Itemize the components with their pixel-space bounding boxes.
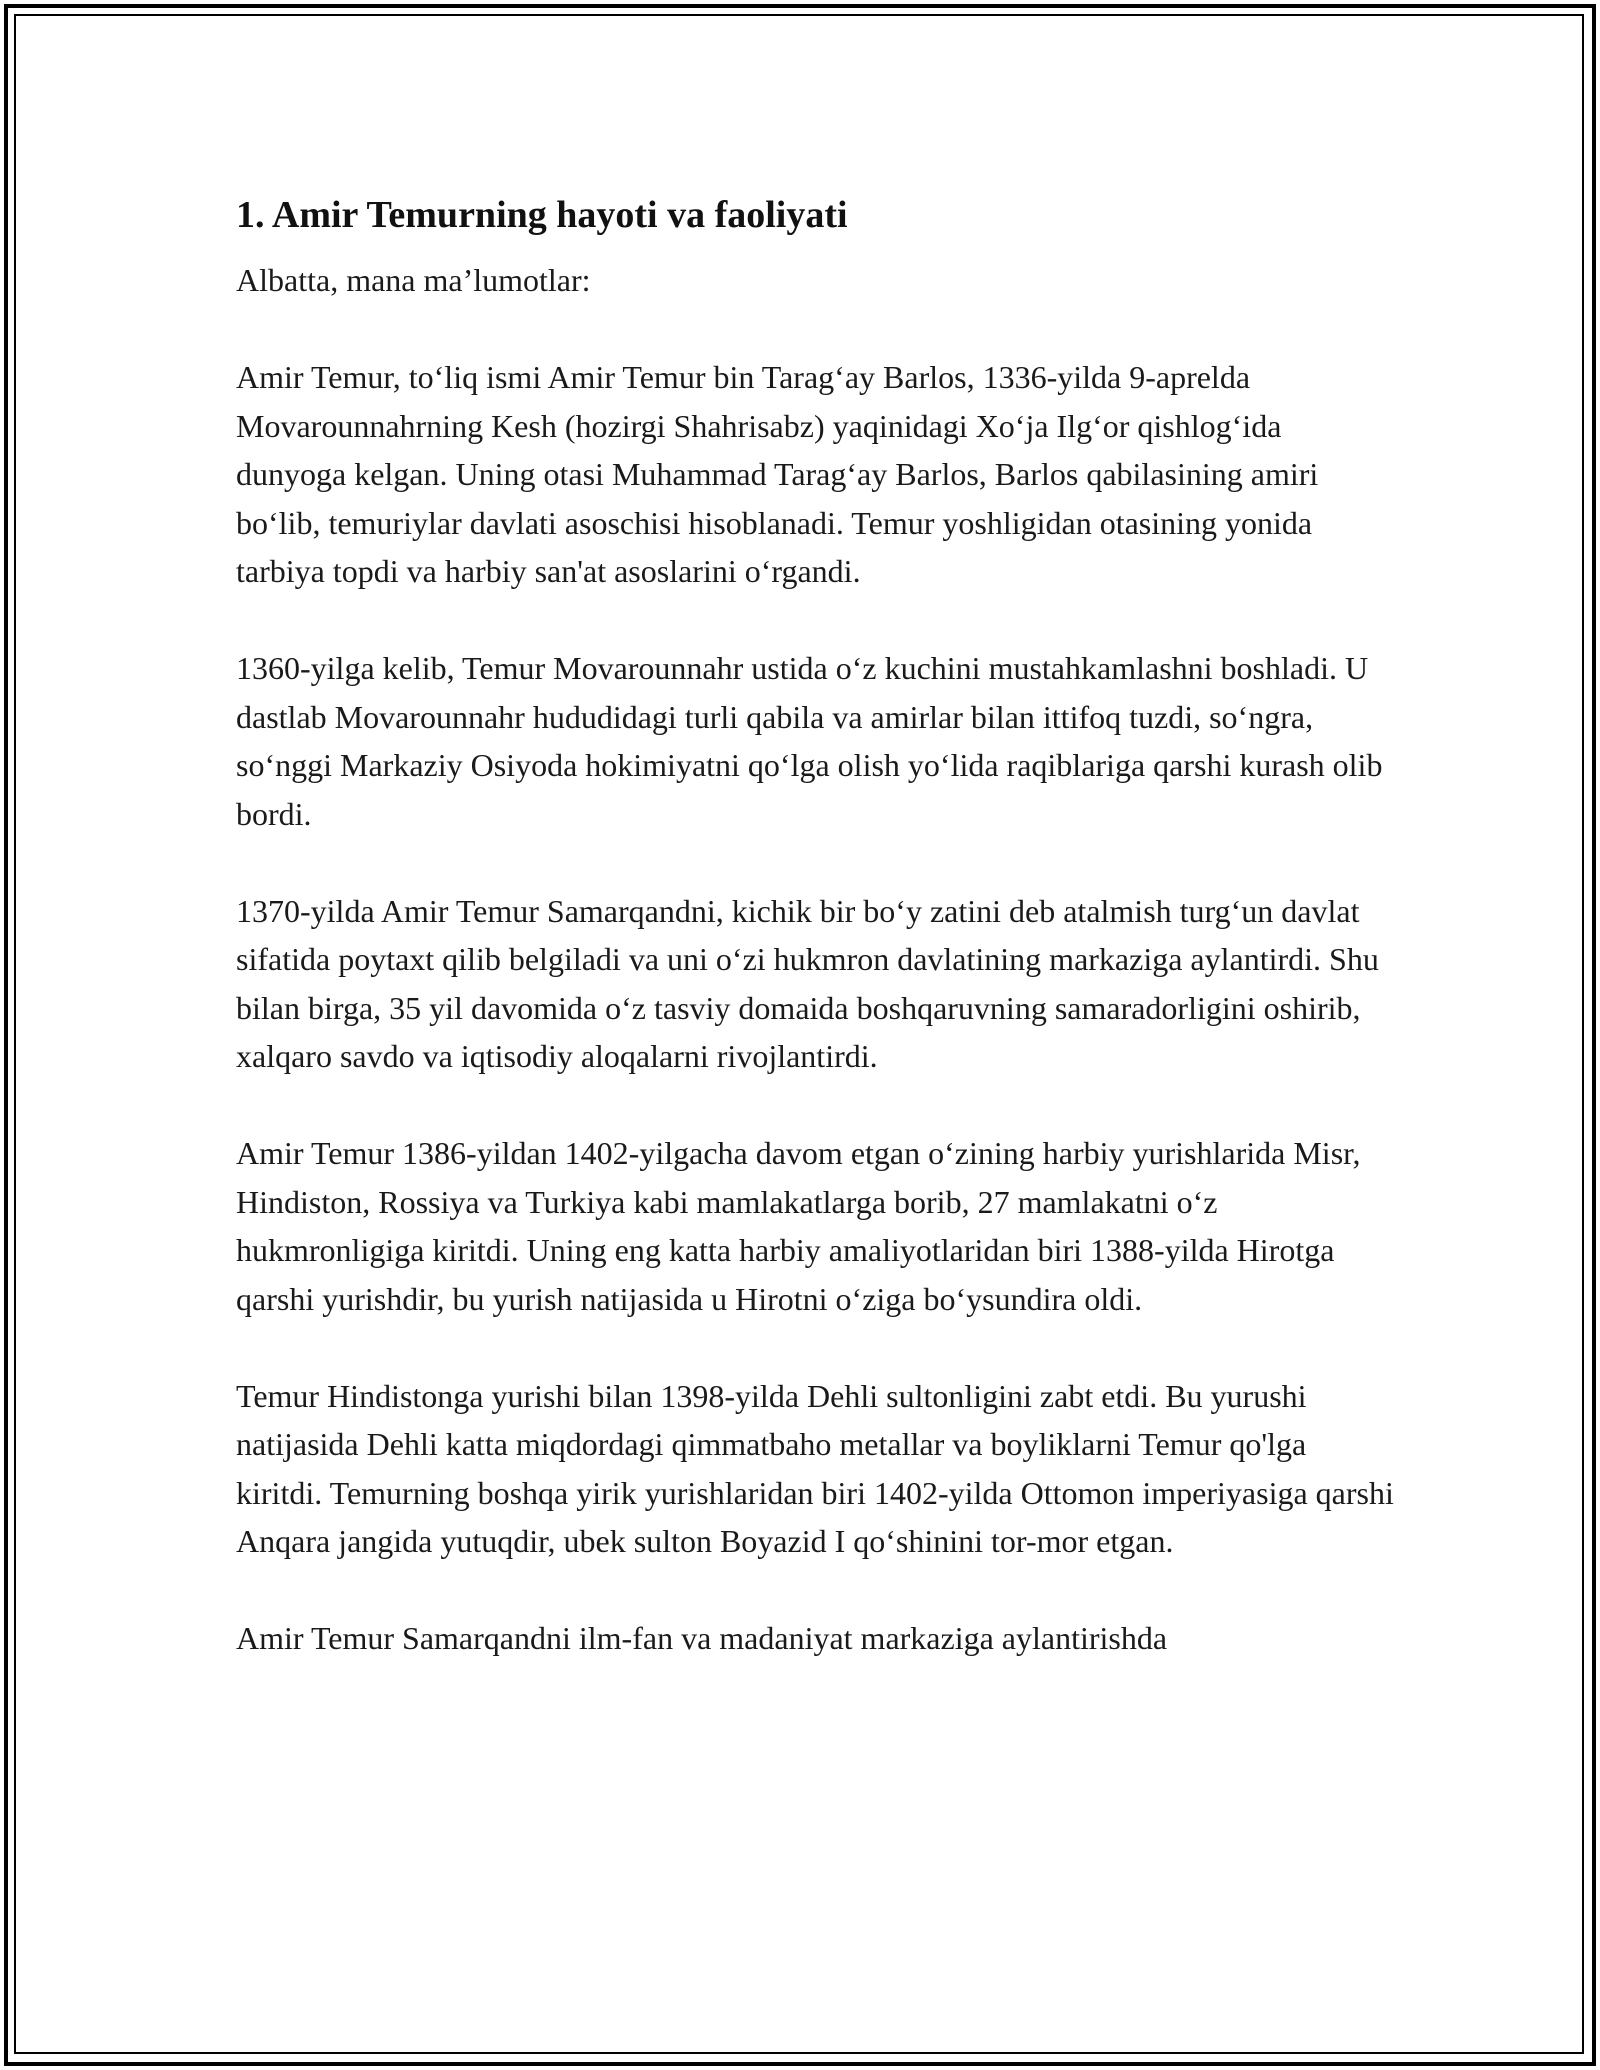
paragraph-campaigns: Amir Temur 1386-yildan 1402-yilgacha davom etgan o‘zining harbiy yurishlarida Misr, Hindiston, Rossiya va Turkiya kabi mamlakatlarga borib, 27 mamlakatni o‘z hukmronligiga kiritdi. Uning eng katta harbiy amaliyotlaridan biri 1388-yilda Hirotga qarshi yurishdir, bu yurish natijasida u Hirotni o‘ziga bo‘ysundira oldi. xyxy=(236,1135,1361,1317)
paragraph-rise-to-power: 1360-yilga kelib, Temur Movarounnahr ustida o‘z kuchini mustahkamlashni boshladi. U dastlab Movarounnahr hududidagi turli qabila va amirlar bilan ittifoq tuzdi, so‘ngra, so‘nggi Markaziy Osiyoda hokimiyatni qo‘lga olish yo‘lida raqiblariga qarshi kurash olib bordi. xyxy=(236,650,1383,832)
paragraph-birth: Amir Temur, to‘liq ismi Amir Temur bin Tarag‘ay Barlos, 1336-yilda 9-aprelda Movarounnahrning Kesh (hozirgi Shahrisabz) yaqinidagi Xo‘ja Ilg‘or qishlog‘ida dunyoga kelgan. Uning otasi Muhammad Tarag‘ay Barlos, Barlos qabilasining amiri bo‘lib, temuriylar davlati asoschisi hisoblanadi. Temur yoshligidan otasining yonida tarbiya topdi va harbiy san'at asoslarini o‘rgandi. xyxy=(236,359,1319,589)
document-body xyxy=(236,186,1396,1663)
paragraph-samarkand-capital: 1370-yilda Amir Temur Samarqandni, kichik bir bo‘y zatini deb atalmish turg‘un davlat sifatida poytaxt qilib belgiladi va uni o‘zi hukmron davlatining markaziga aylantirdi. Shu bilan birga, 35 yil davomida o‘z tasviy domaida boshqaruvning samaradorligini oshirib, xalqaro savdo va iqtisodiy aloqalarni rivojlantirdi. xyxy=(236,892,1379,1074)
section-title: 1. Amir Temurning hayoti va faoliyati xyxy=(236,194,848,236)
paragraph-india-ankara: Temur Hindistonga yurishi bilan 1398-yilda Dehli sultonligini zabt etdi. Bu yurushi natijasida Dehli katta miqdordagi qimmatbaho metallar va boyliklarni Temur qo'lga kiritdi. Temurning boshqa yirik yurishlaridan biri 1402-yilda Ottomon imperiyasiga qarshi Anqara jangida yutuqdir, ubek sulton Boyazid I qo‘shinini tor-mor etgan. xyxy=(236,1377,1394,1559)
intro-text: Albatta, mana ma’lumotlar: xyxy=(236,262,591,298)
paragraph-culture: Amir Temur Samarqandni ilm-fan va madaniyat markaziga aylantirishda xyxy=(236,1620,1168,1656)
